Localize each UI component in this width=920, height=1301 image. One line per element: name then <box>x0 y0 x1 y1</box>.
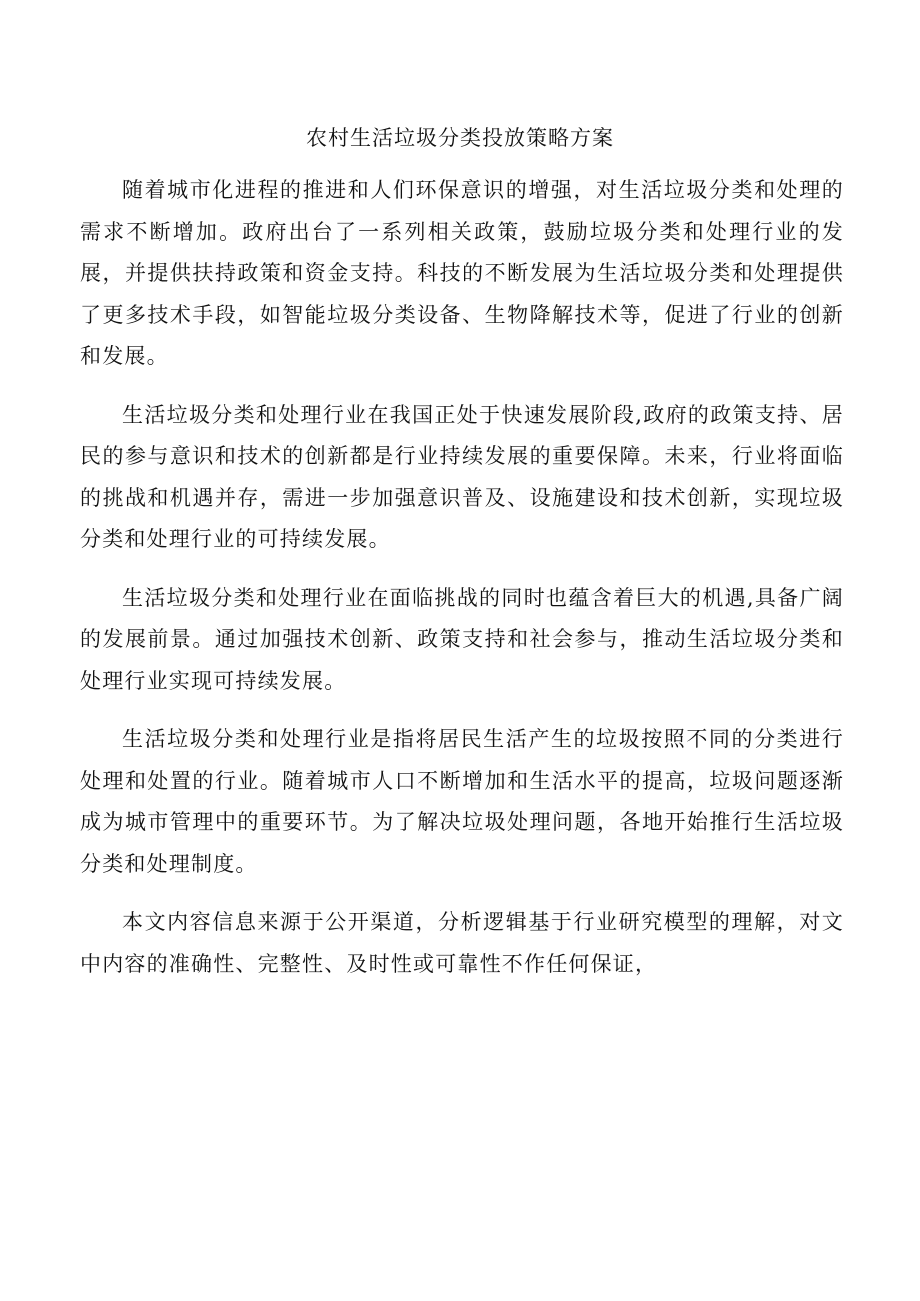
paragraph: 本文内容信息来源于公开渠道，分析逻辑基于行业研究模型的理解，对文中内容的准确性、完整性、及时性或可靠性不作任何保证， <box>80 910 844 976</box>
document-body <box>80 170 844 1002</box>
paragraph: 随着城市化进程的推进和人们环保意识的增强，对生活垃圾分类和处理的需求不断增加。政府出台了一系列相关政策，鼓励垃圾分类和处理行业的发展，并提供扶持政策和资金支持。科技的不断发展为生活垃圾分类和处理提供了更多技术手段，如智能垃圾分类设备、生物降解技术等，促进了行业的创新和发展。 <box>80 178 844 368</box>
document-title: 农村生活垃圾分类投放策略方案 <box>306 126 614 150</box>
paragraph: 生活垃圾分类和处理行业在我国正处于快速发展阶段,政府的政策支持、居民的参与意识和技术的创新都是行业持续发展的重要保障。未来，行业将面临的挑战和机遇并存，需进一步加强意识普及、设施建设和技术创新，实现垃圾分类和处理行业的可持续发展。 <box>80 402 844 551</box>
paragraph: 生活垃圾分类和处理行业是指将居民生活产生的垃圾按照不同的分类进行处理和处置的行业。随着城市人口不断增加和生活水平的提高，垃圾问题逐渐成为城市管理中的重要环节。为了解决垃圾处理问题，各地开始推行生活垃圾分类和处理制度。 <box>80 727 844 876</box>
paragraph: 生活垃圾分类和处理行业在面临挑战的同时也蕴含着巨大的机遇,具备广阔的发展前景。通过加强技术创新、政策支持和社会参与，推动生活垃圾分类和处理行业实现可持续发展。 <box>80 585 844 693</box>
